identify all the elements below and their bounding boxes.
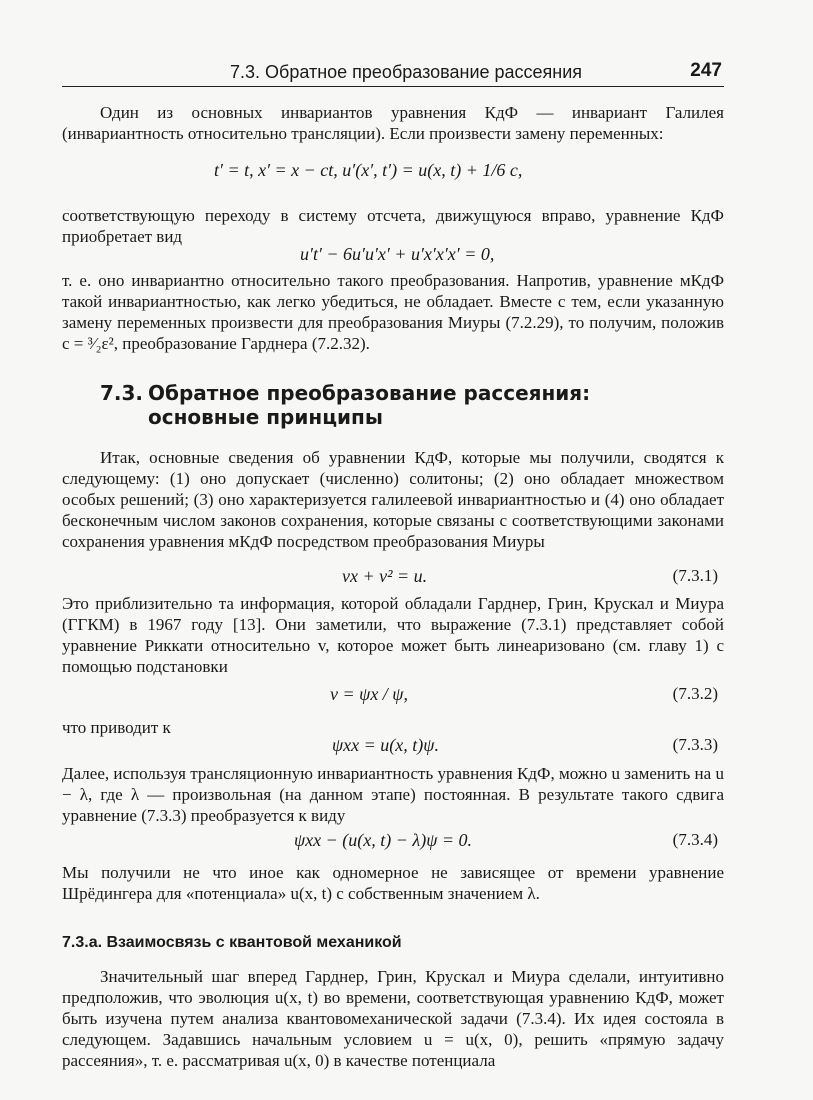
- section-heading: [100, 381, 620, 429]
- equation-kdv-primed-text: u′t′ − 6u′u′x′ + u′x′x′x′ = 0,: [300, 244, 495, 264]
- equation-galilean-text: t′ = t, x′ = x − ct, u′(x′, t′) = u(x, t) + 1/6 c,: [214, 160, 523, 180]
- equation-number-7-3-1: (7.3.1): [672, 566, 718, 585]
- paragraph-leads-to: что приводит к: [62, 718, 171, 737]
- running-title: 7.3. Обратное преобразование рассеяния: [230, 62, 583, 82]
- equation-7-3-3-text: ψxx = u(x, t)ψ.: [332, 735, 439, 755]
- paragraph-ggkm-insight: Значительный шаг вперед Гарднер, Грин, Крускал и Миура сделали, интуитивно предположив, что эволюция u(x, t) во времени, соответствующая уравнению КдФ, может быть изучена путем анализа квантовомеханической задачи (7.3.4). Их идея состояла в следующем. Задавшись начальным условием u = u(x, 0), решить «прямую задачу рассеяния», т. е. рассматривая u(x, 0) в качестве потенциала: [62, 967, 724, 1070]
- paragraph-kdv-summary: Итак, основные сведения об уравнении КдФ, которые мы получили, сводятся к следующему: (1) оно допускает (численно) солитоны; (2) оно обладает множеством особых решений; (3) оно характеризуется галилеевой инвариантностью и (4) оно обладает бесконечным числом законов сохранения, которые связаны с соответствующими законами сохранения уравнения мКдФ посредством преобразования Миуры: [62, 448, 724, 551]
- subsection-heading: 7.3.а. Взаимосвязь с квантовой механикой: [62, 934, 402, 951]
- page-number: 247: [690, 60, 722, 81]
- equation-number-7-3-4: (7.3.4): [672, 830, 718, 849]
- section-number: 7.3.: [100, 381, 144, 405]
- equation-number-7-3-3: (7.3.3): [672, 735, 718, 754]
- equation-7-3-2-text: v = ψx / ψ,: [330, 684, 408, 704]
- section-title: Обратное преобразование рассеяния: основные принципы: [148, 381, 591, 429]
- paragraph-gardner-transform: т. е. оно инвариантно относительно такого преобразования. Напротив, уравнение мКдФ такой инвариантностью, как легко убедиться, не обладает. Вместе с тем, если указанную замену переменных произвести для преобразования Миуры (7.2.29), то получим, положив c = ³⁄₂ε², преобразование Гарднера (7.2.32).: [62, 271, 724, 353]
- paragraph-schrodinger: Мы получили не что иное как одномерное не зависящее от времени уравнение Шрёдингера для «потенциала» u(x, t) с собственным значением λ.: [62, 863, 724, 903]
- equation-galilean-transform: [62, 152, 724, 192]
- paragraph-ggkm: Это приблизительно та информация, которой обладали Гарднер, Грин, Крускал и Миура (ГГКМ) в 1967 году [13]. Они заметили, что выражение (7.3.1) представляет собой уравнение Риккати относительно v, которое может быть линеаризовано (см. главу 1) с помощью подстановки: [62, 594, 724, 676]
- paragraph-galilean-invariance: Один из основных инвариантов уравнения КдФ — инвариант Галилея (инвариантность относительно трансляции). Если произвести замену переменных:: [62, 103, 724, 143]
- equation-7-3-2: [62, 682, 724, 722]
- equation-number-7-3-2: (7.3.2): [672, 684, 718, 703]
- running-header: [62, 60, 724, 87]
- equation-7-3-4-text: ψxx − (u(x, t) − λ)ψ = 0.: [294, 830, 473, 850]
- equation-7-3-1-text: vx + v² = u.: [342, 566, 428, 586]
- paragraph-moving-frame: соответствующую переходу в систему отсчета, движущуюся вправо, уравнение КдФ приобретает вид: [62, 206, 724, 246]
- paragraph-translation-shift: Далее, используя трансляционную инвариантность уравнения КдФ, можно u заменить на u − λ, где λ — произвольная (на данном этапе) постоянная. В результате такого сдвига уравнение (7.3.3) преобразуется к виду: [62, 764, 724, 825]
